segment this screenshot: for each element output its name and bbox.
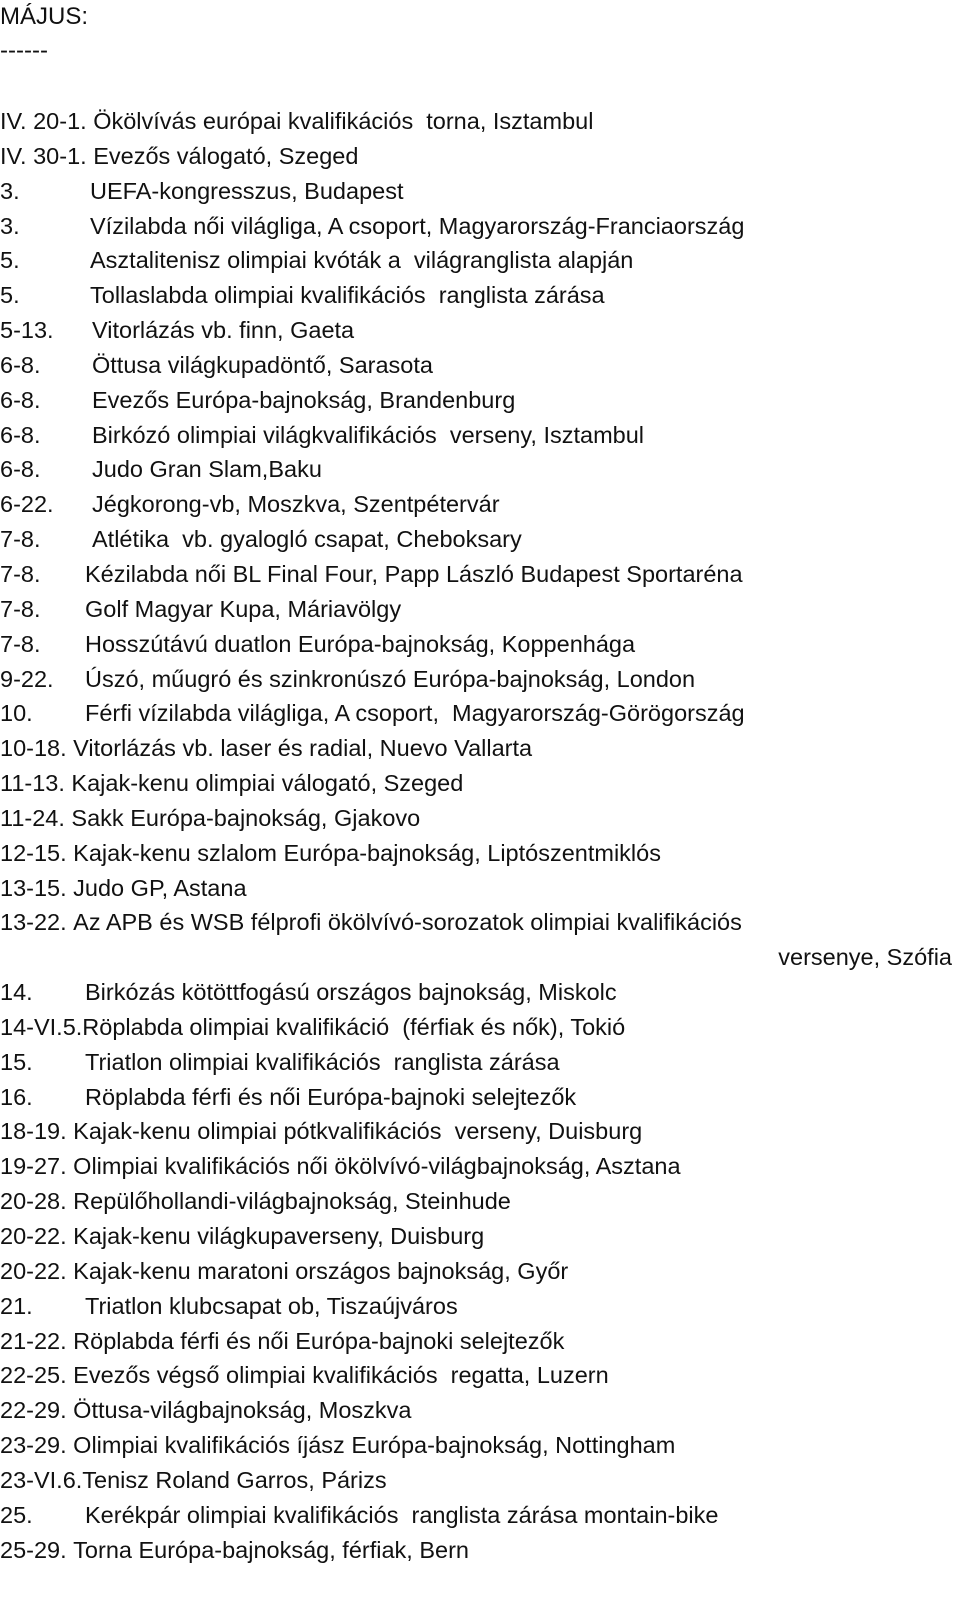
- list-item: [0, 1324, 960, 1359]
- event-description: Kajak-kenu maratoni országos bajnokság, Győr: [73, 1257, 569, 1284]
- event-date: 14.: [0, 979, 33, 1006]
- list-item: [0, 278, 960, 313]
- event-date: 14-VI.5.: [0, 1013, 83, 1040]
- event-description: Vitorlázás vb. finn, Gaeta: [92, 317, 355, 344]
- list-item: [0, 1428, 960, 1463]
- list-item: [0, 871, 960, 906]
- event-date: 22-25.: [0, 1362, 74, 1389]
- event-date: 3.: [0, 177, 20, 204]
- event-description: Ökölvívás európai kvalifikációs torna, Isztambul: [93, 108, 594, 134]
- list-item: [0, 104, 960, 139]
- continuation-line: versenye, Szófia: [778, 944, 952, 971]
- event-description: Kajak-kenu olimpiai pótkvalifikációs verseny, Duisburg: [73, 1118, 643, 1145]
- event-description: Tenisz Roland Garros, Párizs: [82, 1466, 387, 1493]
- list-item: [0, 452, 960, 487]
- event-date: IV. 30-1.: [0, 142, 94, 169]
- list-item: [0, 801, 960, 836]
- event-date: 23-29.: [0, 1432, 74, 1459]
- list-item: [0, 1184, 960, 1219]
- event-description: Kajak-kenu olimpiai válogató, Szeged: [71, 770, 464, 797]
- event-date: 22-29.: [0, 1397, 74, 1424]
- list-item: [0, 1254, 960, 1289]
- event-description: Birkózó olimpiai világkvalifikációs verseny, Isztambul: [92, 421, 645, 448]
- event-description: Atlétika vb. gyalogló csapat, Cheboksary: [92, 526, 522, 553]
- list-item: [0, 209, 960, 244]
- event-description: Röplabda férfi és női Európa-bajnoki selejtezők: [73, 1327, 565, 1354]
- event-description: Tollaslabda olimpiai kvalifikációs ranglista zárása: [90, 282, 605, 309]
- event-date: 9-22.: [0, 665, 54, 692]
- list-item: [0, 243, 960, 278]
- event-description: Evezős Európa-bajnokság, Brandenburg: [92, 386, 516, 413]
- event-description: Kajak-kenu szlalom Európa-bajnokság, Liptószentmiklós: [73, 839, 661, 866]
- list-item: [0, 174, 960, 209]
- heading-underline: ------: [0, 37, 48, 64]
- month-heading: MÁJUS:: [0, 3, 89, 30]
- event-date: 7-8.: [0, 630, 41, 657]
- event-description: Evezős végső olimpiai kvalifikációs regatta, Luzern: [73, 1362, 609, 1389]
- event-description: Golf Magyar Kupa, Máriavölgy: [85, 595, 402, 622]
- event-date: 6-8.: [0, 386, 41, 413]
- event-description: Az APB és WSB félprofi ökölvívó-sorozatok olimpiai kvalifikációs: [73, 909, 742, 936]
- event-description: Triatlon klubcsapat ob, Tiszaújváros: [85, 1292, 458, 1319]
- list-item: [0, 1080, 960, 1115]
- event-date: 19-27.: [0, 1153, 74, 1180]
- event-list-continued: [0, 975, 960, 1567]
- list-item: [0, 313, 960, 348]
- event-description: Judo GP, Astana: [73, 874, 247, 901]
- event-description: Öttusa világkupadöntő, Sarasota: [92, 351, 433, 378]
- event-date: 20-22.: [0, 1223, 74, 1249]
- event-date: 25.: [0, 1501, 33, 1528]
- event-description: Vízilabda női világliga, A csoport, Magyarország-Franciaország: [90, 212, 745, 239]
- event-description: Röplabda férfi és női Európa-bajnoki selejtezők: [85, 1083, 577, 1110]
- event-date: 5-13.: [0, 317, 54, 344]
- event-date: 6-22.: [0, 491, 54, 518]
- event-description: Triatlon olimpiai kvalifikációs ranglista zárása: [85, 1048, 560, 1075]
- list-item: [0, 522, 960, 557]
- event-date: 5.: [0, 282, 20, 309]
- list-item: [0, 975, 960, 1010]
- event-date: 12-15.: [0, 839, 74, 866]
- list-item: [0, 1498, 960, 1533]
- event-description: Férfi vízilabda világliga, A csoport, Magyarország-Görögország: [85, 700, 745, 727]
- event-description: Kézilabda női BL Final Four, Papp László Budapest Sportaréna: [85, 560, 743, 587]
- event-description: Olimpiai kvalifikációs íjász Európa-bajnokság, Nottingham: [73, 1432, 676, 1459]
- event-date: 11-13.: [0, 770, 72, 797]
- list-item: [0, 1358, 960, 1393]
- list-item: [0, 418, 960, 453]
- event-description: Evezős válogató, Szeged: [93, 142, 359, 169]
- event-date: 21.: [0, 1292, 33, 1319]
- event-date: 10.: [0, 700, 33, 727]
- blank-line: [0, 68, 960, 104]
- event-date: 10-18.: [0, 735, 74, 762]
- event-description: Judo Gran Slam,Baku: [92, 456, 322, 483]
- event-description: Torna Európa-bajnokság, férfiak, Bern: [73, 1536, 469, 1563]
- event-date: 13-22.: [0, 909, 74, 936]
- list-item: [0, 592, 960, 627]
- list-item: [0, 905, 960, 940]
- event-list: [0, 104, 960, 940]
- list-item: [0, 1463, 960, 1498]
- event-date: IV. 20-1.: [0, 108, 94, 134]
- list-item: [0, 383, 960, 418]
- list-item: [0, 627, 960, 662]
- event-description: UEFA-kongresszus, Budapest: [90, 177, 404, 204]
- event-date: 20-28.: [0, 1188, 74, 1215]
- list-item: [0, 766, 960, 801]
- event-date: 3.: [0, 212, 20, 239]
- event-description: Kajak-kenu világkupaverseny, Duisburg: [73, 1223, 485, 1249]
- event-date: 7-8.: [0, 595, 41, 622]
- event-date: 11-24.: [0, 804, 72, 831]
- list-item: [0, 1114, 960, 1149]
- list-item: [0, 731, 960, 766]
- event-description: Olimpiai kvalifikációs női ökölvívó-világbajnokság, Asztana: [73, 1153, 681, 1180]
- list-item: [0, 1149, 960, 1184]
- event-date: 21-22.: [0, 1327, 74, 1354]
- event-date: 15.: [0, 1048, 33, 1075]
- event-date: 13-15.: [0, 874, 74, 901]
- event-description: Úszó, műugró és szinkronúszó Európa-bajnokság, London: [85, 665, 696, 692]
- list-item: [0, 1289, 960, 1324]
- event-date: 5.: [0, 247, 20, 274]
- event-description: Birkózás kötöttfogású országos bajnokság, Miskolc: [85, 979, 617, 1006]
- event-date: 7-8.: [0, 560, 41, 587]
- event-description: Asztalitenisz olimpiai kvóták a világranglista alapján: [90, 247, 634, 274]
- event-description: Röplabda olimpiai kvalifikáció (férfiak és nők), Tokió: [82, 1013, 626, 1040]
- event-description: Sakk Európa-bajnokság, Gjakovo: [71, 804, 421, 831]
- event-date: 25-29.: [0, 1536, 74, 1563]
- event-date: 18-19.: [0, 1118, 74, 1145]
- list-item: [0, 1045, 960, 1080]
- event-description: Vitorlázás vb. laser és radial, Nuevo Vallarta: [73, 735, 533, 762]
- list-item: [0, 1533, 960, 1568]
- event-date: 16.: [0, 1083, 33, 1110]
- event-description: Jégkorong-vb, Moszkva, Szentpétervár: [92, 491, 500, 518]
- event-description: Kerékpár olimpiai kvalifikációs ranglista zárása montain-bike: [85, 1501, 719, 1528]
- list-item: [0, 1393, 960, 1428]
- list-item: [0, 139, 960, 174]
- event-description: Öttusa-világbajnokság, Moszkva: [73, 1397, 412, 1424]
- event-date: 6-8.: [0, 351, 41, 378]
- list-item: [0, 487, 960, 522]
- list-item: [0, 1010, 960, 1045]
- event-date: 6-8.: [0, 421, 41, 448]
- event-description: Repülőhollandi-világbajnokság, Steinhude: [73, 1188, 511, 1215]
- list-item: [0, 557, 960, 592]
- list-item: [0, 348, 960, 383]
- event-date: 7-8.: [0, 526, 41, 553]
- event-date: 20-22.: [0, 1257, 74, 1284]
- list-item: [0, 836, 960, 871]
- event-date: 23-VI.6.: [0, 1466, 83, 1493]
- event-date: 6-8.: [0, 456, 41, 483]
- list-item: [0, 1219, 960, 1254]
- event-description: Hosszútávú duatlon Európa-bajnokság, Koppenhága: [85, 630, 636, 657]
- list-item: [0, 696, 960, 731]
- list-item: [0, 662, 960, 697]
